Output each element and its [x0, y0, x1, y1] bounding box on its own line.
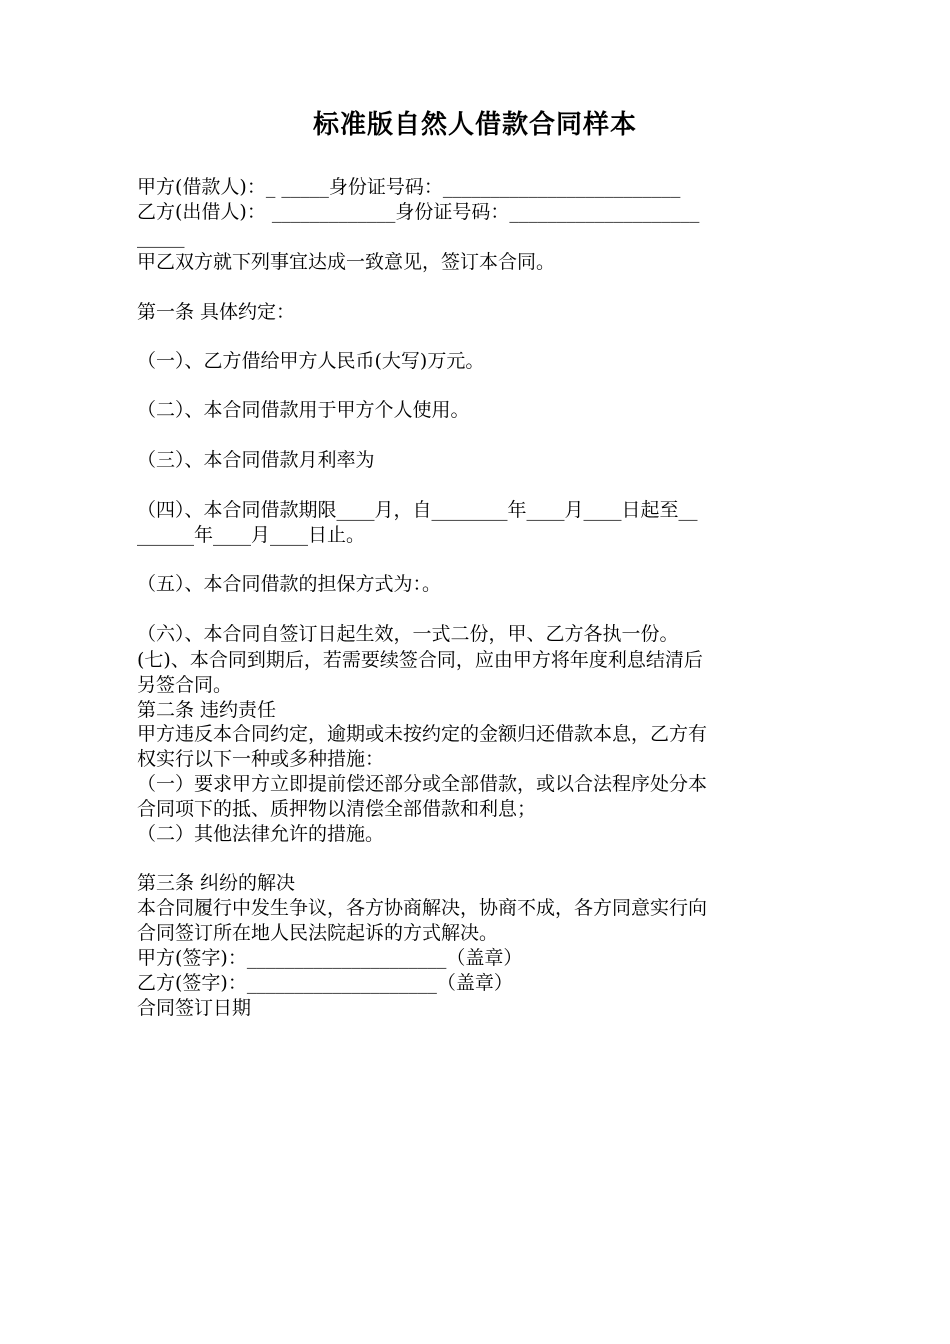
party-b-line-continued: _____ [137, 226, 185, 248]
article-2-line-2: 权实行以下一种或多种措施： [137, 748, 385, 770]
article-1-item-6: （六）、本合同自签订日起生效，一式二份，甲、乙方各执一份。 [137, 623, 679, 645]
article-2-line-1: 甲方违反本合同约定，逾期或未按约定的金额归还借款本息，乙方有 [137, 723, 708, 745]
article-1-item-1: （一）、乙方借给甲方人民币(大写)万元。 [137, 350, 485, 372]
article-2-line-4: 合同项下的抵、质押物以清偿全部借款和利息； [137, 798, 537, 820]
article-3-line-1: 本合同履行中发生争议，各方协商解决，协商不成，各方同意实行向 [137, 897, 708, 919]
article-3-line-2: 合同签订所在地人民法院起诉的方式解决。 [137, 922, 499, 944]
article-1-heading: 第一条 具体约定： [137, 301, 296, 323]
article-2-line-3: （一）要求甲方立即提前偿还部分或全部借款，或以合法程序处分本 [137, 773, 708, 795]
article-2-heading: 第二条 违约责任 [137, 699, 277, 721]
article-2-line-5: （二）其他法律允许的措施。 [137, 823, 385, 845]
article-3-heading: 第三条 纠纷的解决 [137, 872, 296, 894]
article-1-item-7-continued: 另签合同。 [137, 674, 233, 696]
intro-text: 甲乙双方就下列事宜达成一致意见，签订本合同。 [137, 251, 556, 273]
signature-party-b: 乙方(签字)：____________________（盖章） [137, 972, 513, 994]
article-1-item-7: (七)、本合同到期后，若需要续签合同，应由甲方将年度利息结清后 [137, 649, 703, 671]
article-1-item-4: （四）、本合同借款期限____月，自________年____月____日起至__ [137, 499, 698, 521]
signing-date-label: 合同签订日期 [137, 997, 252, 1019]
article-1-item-2: （二）、本合同借款用于甲方个人使用。 [137, 399, 470, 421]
party-b-line: 乙方(出借人)： _____________身份证号码：____________________ [137, 201, 700, 223]
article-1-item-3: （三）、本合同借款月利率为 [137, 449, 375, 471]
party-a-line: 甲方(借款人)：_ _____身份证号码：_________________________ [137, 176, 681, 198]
article-1-item-5: （五）、本合同借款的担保方式为：。 [137, 573, 442, 595]
article-1-item-4-continued: ______年____月____日止。 [137, 524, 366, 546]
signature-party-a: 甲方(签字)：_____________________（盖章） [137, 947, 523, 969]
document-title: 标准版自然人借款合同样本 [312, 110, 637, 140]
